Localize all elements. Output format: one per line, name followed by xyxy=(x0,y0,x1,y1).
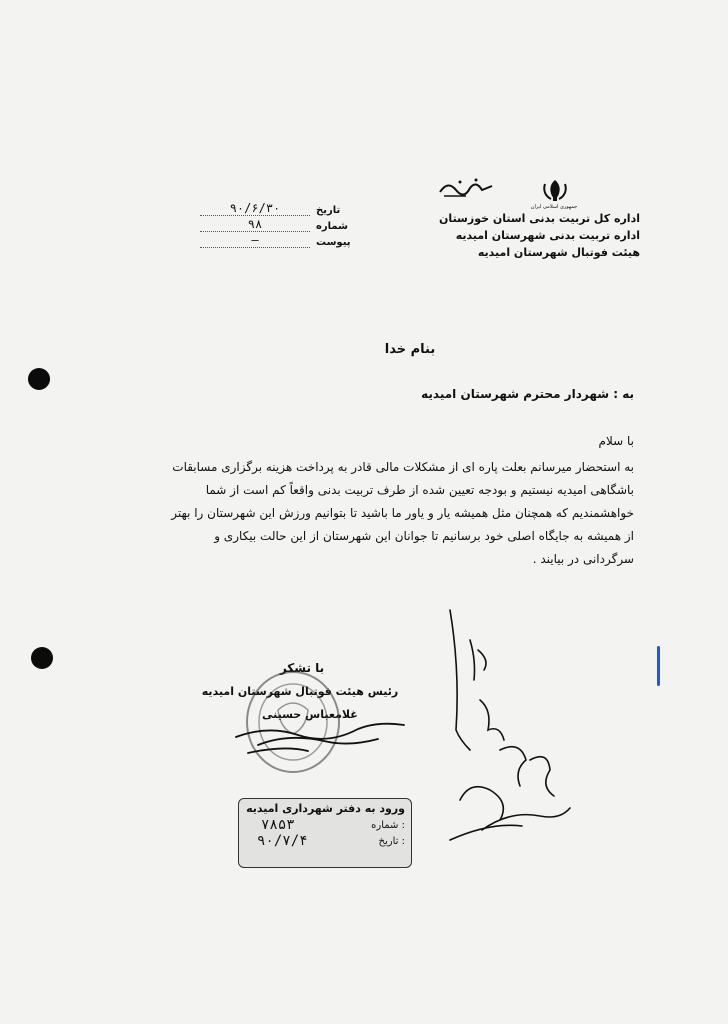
entry-date-row xyxy=(245,833,405,849)
entry-stamp-heading: ورود به دفتر شهرداری امیدیه xyxy=(246,802,405,815)
letter-meta xyxy=(200,200,370,248)
body-line-4: از همیشه به جایگاه اصلی خود برسانیم تا جوانان این شهرستان از این حالت بیکاری و xyxy=(214,529,634,543)
entry-date-value: ۹۰/۷/۴ xyxy=(257,833,308,849)
emblem-caption: جمهوری اسلامی ایران xyxy=(530,204,578,210)
ministry-calligraphy-logo xyxy=(436,176,496,200)
body-line-1: به استحضار میرسانم بعلت پاره ای از مشکلات مالی قادر به پرداخت هزینه برگزاری مسابقات xyxy=(172,460,634,474)
attachment-label: پیوست xyxy=(316,237,351,248)
date-label: تاریخ xyxy=(316,205,341,216)
org-line-3: هیئت فوتبال شهرستان امیدیه xyxy=(477,246,640,259)
handwritten-note xyxy=(430,590,580,850)
letter-title: بنام خدا xyxy=(384,342,436,357)
org-line-2: اداره تربیت بدنی شهرستان امیدیه xyxy=(455,229,640,242)
number-label: شماره xyxy=(316,221,348,232)
number-row xyxy=(200,216,370,232)
organization-header xyxy=(400,210,640,261)
municipality-entry-stamp xyxy=(238,798,412,868)
attachment-value: — xyxy=(200,233,310,248)
signature-name: غلامعباس حسینی xyxy=(262,708,358,721)
entry-number-row xyxy=(245,817,405,833)
org-line-1: اداره کل تربیت بدنی استان خوزستان xyxy=(439,212,640,225)
entry-number-value: ۷۸۵۳ xyxy=(261,817,295,833)
signature-title: رئیس هیئت فوتبال شهرستان امیدیه xyxy=(201,685,399,698)
entry-date-label: تاریخ : xyxy=(378,835,405,847)
entry-number-label: شماره : xyxy=(371,819,405,831)
signature-thanks: با تشکر xyxy=(279,661,325,675)
greeting: با سلام xyxy=(598,434,634,448)
punch-hole-bottom xyxy=(31,647,53,669)
iran-emblem-icon xyxy=(540,178,570,204)
body-line-5: سرگردانی در بیایند . xyxy=(532,552,634,566)
recipient-line: به : شهردار محترم شهرستان امیدیه xyxy=(421,387,634,401)
body-line-2: باشگاهی امیدیه نیستیم و بودجه تعیین شده از طرف تربیت بدنی واقعاً کم است از شما xyxy=(205,483,634,497)
punch-hole-top xyxy=(28,368,50,390)
date-row xyxy=(200,200,370,216)
signature-scribble xyxy=(228,715,408,765)
date-value: ۹۰/۶/۳۰ xyxy=(200,201,310,216)
pen-mark xyxy=(657,646,660,686)
body-line-3: خواهشمندیم که همچنان مثل همیشه یار و یاور ما باشید تا بتوانیم ورزش این شهرستان را بهتر xyxy=(171,506,634,520)
letter-body xyxy=(98,456,634,571)
number-value: ۹۸ xyxy=(200,217,310,232)
attachment-row xyxy=(200,232,370,248)
